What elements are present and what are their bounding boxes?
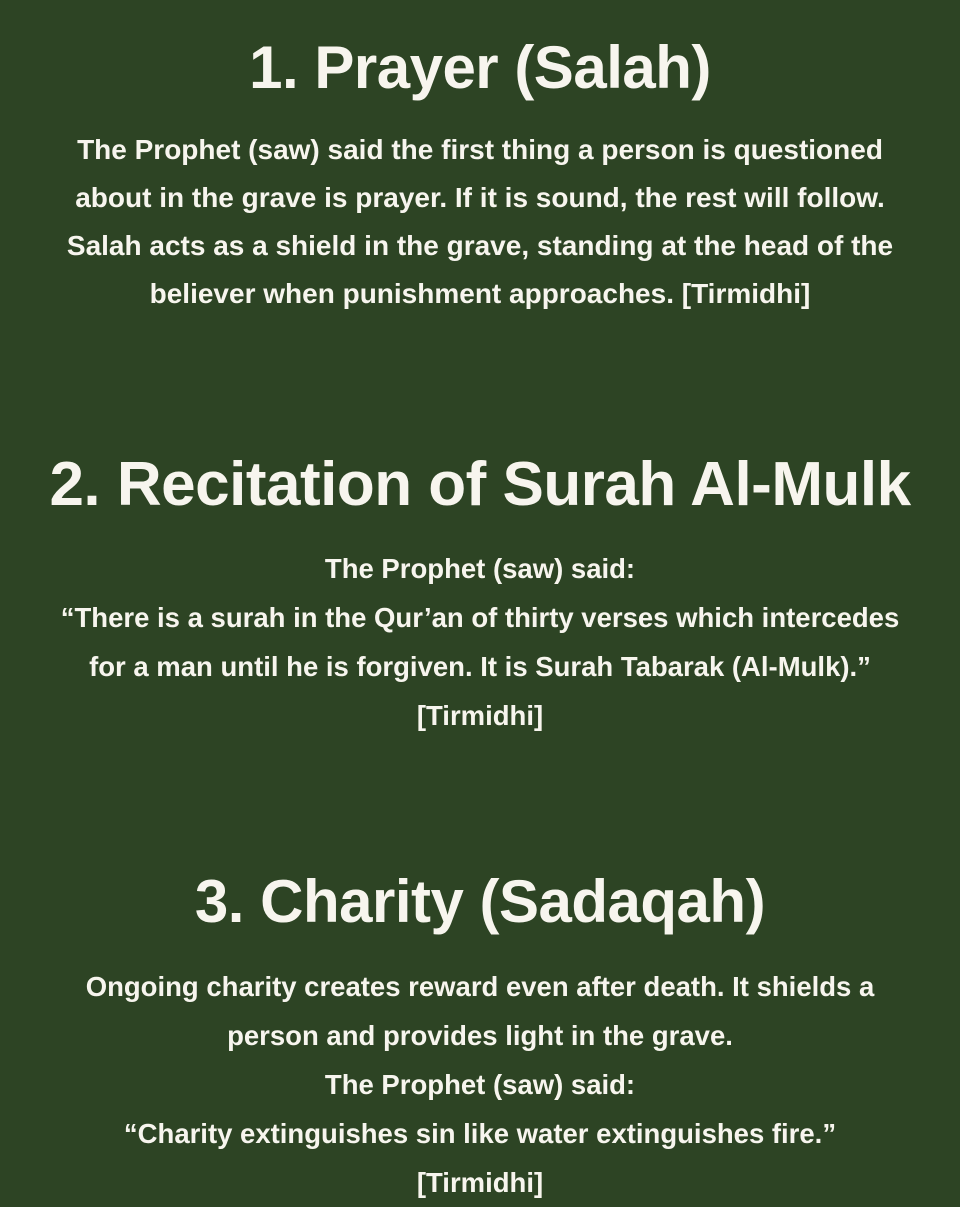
section-title-prayer: 1. Prayer (Salah) (249, 34, 711, 101)
body-line: person and provides light in the grave. (227, 1020, 733, 1051)
body-line: Ongoing charity creates reward even after death. It shields a (85, 971, 875, 1002)
section-prayer (0, 34, 960, 318)
section-body-prayer (0, 126, 960, 318)
body-line: about in the grave is prayer. If it is sound, the rest will follow. (75, 182, 885, 213)
body-line: The Prophet (saw) said the first thing a person is questioned (77, 134, 883, 165)
body-line: The Prophet (saw) said: (324, 1069, 636, 1100)
section-title-surah-al-mulk: 2. Recitation of Surah Al-Mulk (49, 450, 911, 519)
body-line: The Prophet (saw) said: (324, 553, 636, 584)
body-line: for a man until he is forgiven. It is Surah Tabarak (Al-Mulk).” (89, 651, 871, 682)
body-line: “Charity extinguishes sin like water extinguishes fire.” (123, 1118, 837, 1149)
body-line: Salah acts as a shield in the grave, standing at the head of the (66, 230, 894, 261)
section-body-surah-al-mulk (0, 544, 960, 740)
body-line: “There is a surah in the Qur’an of thirty verses which intercedes (60, 602, 900, 633)
body-line: believer when punishment approaches. [Tirmidhi] (149, 278, 811, 309)
section-title-charity: 3. Charity (Sadaqah) (194, 868, 766, 935)
body-line: [Tirmidhi] (416, 700, 544, 731)
section-body-charity (0, 962, 960, 1207)
section-surah-al-mulk (0, 450, 960, 740)
section-charity (0, 868, 960, 1207)
body-line: [Tirmidhi] (416, 1167, 544, 1198)
